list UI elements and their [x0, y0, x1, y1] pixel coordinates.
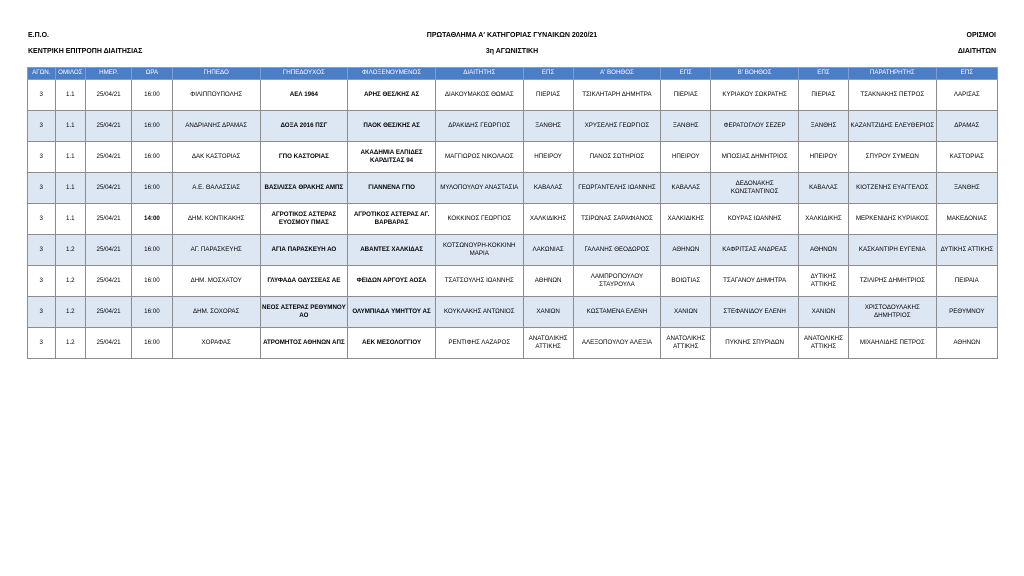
table-cell: 3 — [28, 297, 56, 328]
table-cell: 16:00 — [132, 266, 173, 297]
table-cell: 25/04/21 — [86, 142, 132, 173]
table-cell: ΧΑΝΙΩΝ — [661, 297, 711, 328]
table-row — [28, 328, 998, 359]
table-cell: 16:00 — [132, 173, 173, 204]
table-cell: ΧΟΡΑΦΑΣ — [172, 328, 260, 359]
table-cell: 1.1 — [55, 204, 86, 235]
table-cell: 25/04/21 — [86, 297, 132, 328]
table-cell: ΞΑΝΘΗΣ — [523, 111, 573, 142]
table-cell: 14:00 — [132, 204, 173, 235]
table-cell: 3 — [28, 111, 56, 142]
table-cell: ΚΑΒΑΛΑΣ — [523, 173, 573, 204]
table-cell: ΚΟΤΣΩΝΟΥΡΗ-ΚΟΚΚΙΝΗ ΜΑΡΙΑ — [435, 235, 523, 266]
column-header: Β' ΒΟΗΘΟΣ — [711, 68, 799, 80]
table-cell: ΑΘΗΝΩΝ — [523, 266, 573, 297]
table-cell: ΑΓΙΑ ΠΑΡΑΣΚΕΥΗ ΑΟ — [260, 235, 348, 266]
table-cell: ΧΑΛΚΙΔΙΚΗΣ — [798, 204, 848, 235]
table-cell: ΔΑΚ ΚΑΣΤΟΡΙΑΣ — [172, 142, 260, 173]
table-row — [28, 204, 998, 235]
table-cell: ΠΕΙΡΑΙΑ — [936, 266, 997, 297]
table-cell: ΑΓΡΟΤΙΚΟΣ ΑΣΤΕΡΑΣ ΑΓ. ΒΑΡΒΑΡΑΣ — [348, 204, 436, 235]
column-header: ΓΗΠΕΔΟ — [172, 68, 260, 80]
table-cell: ΦΕΡΑΤΟΓΛΟΥ ΣΕΖΕΡ — [711, 111, 799, 142]
table-cell: ΑΤΡΟΜΗΤΟΣ ΑΘΗΝΩΝ ΑΠΣ — [260, 328, 348, 359]
table-cell: ΤΣΑΤΣΟΥΛΗΣ ΙΩΑΝΝΗΣ — [435, 266, 523, 297]
table-cell: ΓΑΛΑΝΗΣ ΘΕΟΔΩΡΟΣ — [573, 235, 661, 266]
table-row — [28, 111, 998, 142]
table-cell: ΠΙΕΡΙΑΣ — [661, 80, 711, 111]
table-cell: ΑΘΗΝΩΝ — [798, 235, 848, 266]
table-cell: ΜΥΛΟΠΟΥΛΟΥ ΑΝΑΣΤΑΣΙΑ — [435, 173, 523, 204]
table-cell: ΣΠΥΡΟΥ ΣΥΜΕΩΝ — [848, 142, 936, 173]
table-cell: ΣΤΕΦΑΝΙΔΟΥ ΕΛΕΝΗ — [711, 297, 799, 328]
table-cell: ΗΠΕΙΡΟΥ — [523, 142, 573, 173]
table-cell: 25/04/21 — [86, 235, 132, 266]
column-header: ΑΓΩΝ. — [28, 68, 56, 80]
table-cell: ΑΓ. ΠΑΡΑΣΚΕΥΗΣ — [172, 235, 260, 266]
table-cell: ΚΟΥΚΛΑΚΗΣ ΑΝΤΩΝΙΟΣ — [435, 297, 523, 328]
table-cell: ΔΗΜ. ΚΟΝΤΙΚΑΚΗΣ — [172, 204, 260, 235]
table-cell: ΚΥΡΙΑΚΟΥ ΣΩΚΡΑΤΗΣ — [711, 80, 799, 111]
referees-label: ΔΙΑΙΤΗΤΩΝ — [957, 48, 996, 55]
table-cell: 25/04/21 — [86, 173, 132, 204]
table-cell: ΑΝΑΤΟΛΙΚΗΣ ΑΤΤΙΚΗΣ — [523, 328, 573, 359]
table-cell: ΜΑΚΕΔΟΝΙΑΣ — [936, 204, 997, 235]
table-cell: ΧΑΛΚΙΔΙΚΗΣ — [523, 204, 573, 235]
table-cell: ΡΕΝΤΙΦΗΣ ΛΑΖΑΡΟΣ — [435, 328, 523, 359]
table-cell: ΜΕΡΚΕΝΙΔΗΣ ΚΥΡΙΑΚΟΣ — [848, 204, 936, 235]
column-header: ΗΜΕΡ. — [86, 68, 132, 80]
table-cell: ΓΠΟ ΚΑΣΤΟΡΙΑΣ — [260, 142, 348, 173]
table-cell: 16:00 — [132, 111, 173, 142]
table-cell: ΛΑΚΩΝΙΑΣ — [523, 235, 573, 266]
table-cell: ΔΕΔΟΝΑΚΗΣ ΚΩΝΣΤΑΝΤΙΝΟΣ — [711, 173, 799, 204]
table-cell: ΑΝΑΤΟΛΙΚΗΣ ΑΤΤΙΚΗΣ — [798, 328, 848, 359]
table-cell: 16:00 — [132, 142, 173, 173]
table-cell: 1.1 — [55, 142, 86, 173]
table-cell: ΛΑΜΠΡΟΠΟΥΛΟΥ ΣΤΑΥΡΟΥΛΑ — [573, 266, 661, 297]
table-cell: 16:00 — [132, 80, 173, 111]
table-cell: 25/04/21 — [86, 111, 132, 142]
table-cell: 25/04/21 — [86, 328, 132, 359]
table-cell: ΑΝΑΤΟΛΙΚΗΣ ΑΤΤΙΚΗΣ — [661, 328, 711, 359]
table-cell: ΔΟΞΑ 2016 ΠΣΓ — [260, 111, 348, 142]
table-row — [28, 142, 998, 173]
column-header: ΠΑΡΑΤΗΡΗΤΗΣ — [848, 68, 936, 80]
table-cell: ΦΙΛΙΠΠΟΥΠΟΛΗΣ — [172, 80, 260, 111]
column-header: ΕΠΣ — [661, 68, 711, 80]
table-cell: ΚΑΒΑΛΑΣ — [661, 173, 711, 204]
table-cell: ΔΡΑΚΙΔΗΣ ΓΕΩΡΓΙΟΣ — [435, 111, 523, 142]
table-cell: ΧΑΝΙΩΝ — [523, 297, 573, 328]
table-cell: ΧΑΛΚΙΔΙΚΗΣ — [661, 204, 711, 235]
table-cell: ΤΣΙΚΛΗΤΑΡΗ ΔΗΜΗΤΡΑ — [573, 80, 661, 111]
table-cell: 3 — [28, 173, 56, 204]
table-row — [28, 80, 998, 111]
table-cell: ΜΠΟΣΙΑΣ ΔΗΜΗΤΡΙΟΣ — [711, 142, 799, 173]
column-header: ΓΗΠΕΔΟΥΧΟΣ — [260, 68, 348, 80]
matchday-title: 3η ΑΓΩΝΙΣΤΙΚΗ — [485, 48, 539, 55]
table-cell: ΚΟΚΚΙΝΟΣ ΓΕΩΡΓΙΟΣ — [435, 204, 523, 235]
table-cell: ΜΑΓΓΙΩΡΟΣ ΝΙΚΟΛΑΟΣ — [435, 142, 523, 173]
table-cell: ΠΑΝΟΣ ΣΩΤΗΡΙΟΣ — [573, 142, 661, 173]
referee-appointments-table — [27, 67, 998, 359]
table-cell: ΑΓΡΟΤΙΚΟΣ ΑΣΤΕΡΑΣ ΕΥΟΣΜΟΥ ΠΜΑΣ — [260, 204, 348, 235]
table-cell: ΔΥΤΙΚΗΣ ΑΤΤΙΚΗΣ — [936, 235, 997, 266]
table-cell: 3 — [28, 235, 56, 266]
table-cell: ΞΑΝΘΗΣ — [936, 173, 997, 204]
table-cell: ΒΑΣΙΛΙΣΣΑ ΘΡΑΚΗΣ ΑΜΠΣ — [260, 173, 348, 204]
table-cell: ΧΡΥΣΕΛΗΣ ΓΕΩΡΓΙΟΣ — [573, 111, 661, 142]
column-header: ΟΜΙΛΟΣ — [55, 68, 86, 80]
table-cell: ΚΑΣΤΟΡΙΑΣ — [936, 142, 997, 173]
table-cell: 25/04/21 — [86, 204, 132, 235]
table-cell: ΑΡΗΣ ΘΕΣ/ΚΗΣ ΑΣ — [348, 80, 436, 111]
table-row — [28, 173, 998, 204]
table-cell: 3 — [28, 142, 56, 173]
table-cell: ΚΑΣΚΑΝΤΙΡΗ ΕΥΓΕΝΙΑ — [848, 235, 936, 266]
table-cell: ΤΣΑΚΝΑΚΗΣ ΠΕΤΡΟΣ — [848, 80, 936, 111]
table-cell: ΤΣΑΓΑΝΟΥ ΔΗΜΗΤΡΑ — [711, 266, 799, 297]
table-cell: ΝΕΟΣ ΑΣΤΕΡΑΣ ΡΕΘΥΜΝΟΥ ΑΟ — [260, 297, 348, 328]
table-cell: ΒΟΙΩΤΙΑΣ — [661, 266, 711, 297]
table-cell: Α.Ε. ΘΑΛΑΣΣΙΑΣ — [172, 173, 260, 204]
table-row — [28, 235, 998, 266]
table-cell: ΑΒΑΝΤΕΣ ΧΑΛΚΙΔΑΣ — [348, 235, 436, 266]
table-cell: ΑΕΛ 1964 — [260, 80, 348, 111]
table-cell: ΑΛΕΞΟΠΟΥΛΟΥ ΑΛΕΞΙΑ — [573, 328, 661, 359]
column-header: ΩΡΑ — [132, 68, 173, 80]
table-cell: ΚΟΥΡΑΣ ΙΩΑΝΝΗΣ — [711, 204, 799, 235]
table-cell: ΔΗΜ. ΜΟΣΧΑΤΟΥ — [172, 266, 260, 297]
table-cell: 25/04/21 — [86, 266, 132, 297]
table-cell: ΔΡΑΜΑΣ — [936, 111, 997, 142]
table-cell: ΠΥΚΝΗΣ ΣΠΥΡΙΔΩΝ — [711, 328, 799, 359]
table-cell: ΔΥΤΙΚΗΣ ΑΤΤΙΚΗΣ — [798, 266, 848, 297]
table-cell: 16:00 — [132, 297, 173, 328]
table-cell: ΠΑΟΚ ΘΕΣ/ΚΗΣ ΑΣ — [348, 111, 436, 142]
table-cell: ΞΑΝΘΗΣ — [661, 111, 711, 142]
table-cell: ΧΡΙΣΤΟΔΟΥΛΑΚΗΣ ΔΗΜΗΤΡΙΟΣ — [848, 297, 936, 328]
table-cell: ΗΠΕΙΡΟΥ — [661, 142, 711, 173]
table-cell: ΑΘΗΝΩΝ — [661, 235, 711, 266]
table-cell: 1.2 — [55, 328, 86, 359]
table-cell: ΧΑΝΙΩΝ — [798, 297, 848, 328]
table-cell: ΔΗΜ. ΣΟΧΟΡΑΣ — [172, 297, 260, 328]
championship-title: ΠΡΩΤΑΘΛΗΜΑ Α' ΚΑΤΗΓΟΡΙΑΣ ΓΥΝΑΙΚΩΝ 2020/21 — [426, 32, 598, 39]
column-header: Α' ΒΟΗΘΟΣ — [573, 68, 661, 80]
table-cell: ΚΑΒΑΛΑΣ — [798, 173, 848, 204]
table-cell: 1.2 — [55, 266, 86, 297]
table-cell: ΜΙΧΑΗΛΙΔΗΣ ΠΕΤΡΟΣ — [848, 328, 936, 359]
table-cell: 25/04/21 — [86, 80, 132, 111]
table-cell: ΚΑΖΑΝΤΖΙΔΗΣ ΕΛΕΥΘΕΡΙΟΣ — [848, 111, 936, 142]
column-header: ΦΙΛΟΞΕΝΟΥΜΕΝΟΣ — [348, 68, 436, 80]
column-header: ΕΠΣ — [798, 68, 848, 80]
table-cell: ΚΑΦΡΙΤΣΑΣ ΑΝΔΡΕΑΣ — [711, 235, 799, 266]
table-cell: 1.1 — [55, 173, 86, 204]
table-cell: ΓΕΩΡΓΑΝΤΕΛΗΣ ΙΩΑΝΝΗΣ — [573, 173, 661, 204]
federation-name: Ε.Π.Ο. — [28, 32, 50, 39]
table-cell: 1.2 — [55, 235, 86, 266]
table-cell: ΚΙΟΤΖΕΝΗΣ ΕΥΑΓΓΕΛΟΣ — [848, 173, 936, 204]
table-cell: 1.2 — [55, 297, 86, 328]
table-cell: 1.1 — [55, 80, 86, 111]
table-cell: ΠΙΕΡΙΑΣ — [523, 80, 573, 111]
table-cell: ΔΙΑΚΟΥΜΑΚΟΣ ΘΩΜΑΣ — [435, 80, 523, 111]
table-cell: ΤΖΙΛΙΡΗΣ ΔΗΜΗΤΡΙΟΣ — [848, 266, 936, 297]
table-cell: 16:00 — [132, 235, 173, 266]
table-cell: 1.1 — [55, 111, 86, 142]
table-cell: 3 — [28, 328, 56, 359]
committee-name: ΚΕΝΤΡΙΚΗ ΕΠΙΤΡΟΠΗ ΔΙΑΙΤΗΣΙΑΣ — [28, 48, 143, 55]
table-cell: ΗΠΕΙΡΟΥ — [798, 142, 848, 173]
table-cell: ΓΙΑΝΝΕΝΑ ΓΠΟ — [348, 173, 436, 204]
table-cell: ΠΙΕΡΙΑΣ — [798, 80, 848, 111]
table-cell: ΓΛΥΦΑΔΑ ΟΔΥΣΣΕΑΣ ΑΕ — [260, 266, 348, 297]
column-header: ΔΙΑΙΤΗΤΗΣ — [435, 68, 523, 80]
table-cell: ΦΕΙΔΩΝ ΑΡΓΟΥΣ ΑΟΣΑ — [348, 266, 436, 297]
table-cell: ΑΕΚ ΜΕΣΟΛΟΓΓΙΟΥ — [348, 328, 436, 359]
table-row — [28, 266, 998, 297]
table-cell: 3 — [28, 266, 56, 297]
table-cell: ΑΚΑΔΗΜΙΑ ΕΛΠΙΔΕΣ ΚΑΡΔΙΤΣΑΣ 94 — [348, 142, 436, 173]
table-cell: ΑΝΔΡΙΑΝΗΣ ΔΡΑΜΑΣ — [172, 111, 260, 142]
table-cell: 3 — [28, 80, 56, 111]
table-cell: ΚΩΣΤΑΜΕΝΑ ΕΛΕΝΗ — [573, 297, 661, 328]
table-cell: ΤΣΙΡΩΝΑΣ ΣΑΡΑΦΙΑΝΟΣ — [573, 204, 661, 235]
column-header: ΕΠΣ — [523, 68, 573, 80]
table-cell: ΛΑΡΙΣΑΣ — [936, 80, 997, 111]
table-header-row — [28, 68, 998, 80]
appointments-label: ΟΡΙΣΜΟΙ — [966, 32, 996, 39]
table-cell: ΑΘΗΝΩΝ — [936, 328, 997, 359]
table-cell: 16:00 — [132, 328, 173, 359]
table-cell: ΡΕΘΥΜΝΟΥ — [936, 297, 997, 328]
column-header: ΕΠΣ — [936, 68, 997, 80]
table-cell: ΞΑΝΘΗΣ — [798, 111, 848, 142]
table-cell: 3 — [28, 204, 56, 235]
table-cell: ΟΛΥΜΠΙΑΔΑ ΥΜΗΤΤΟΥ ΑΣ — [348, 297, 436, 328]
table-row — [28, 297, 998, 328]
